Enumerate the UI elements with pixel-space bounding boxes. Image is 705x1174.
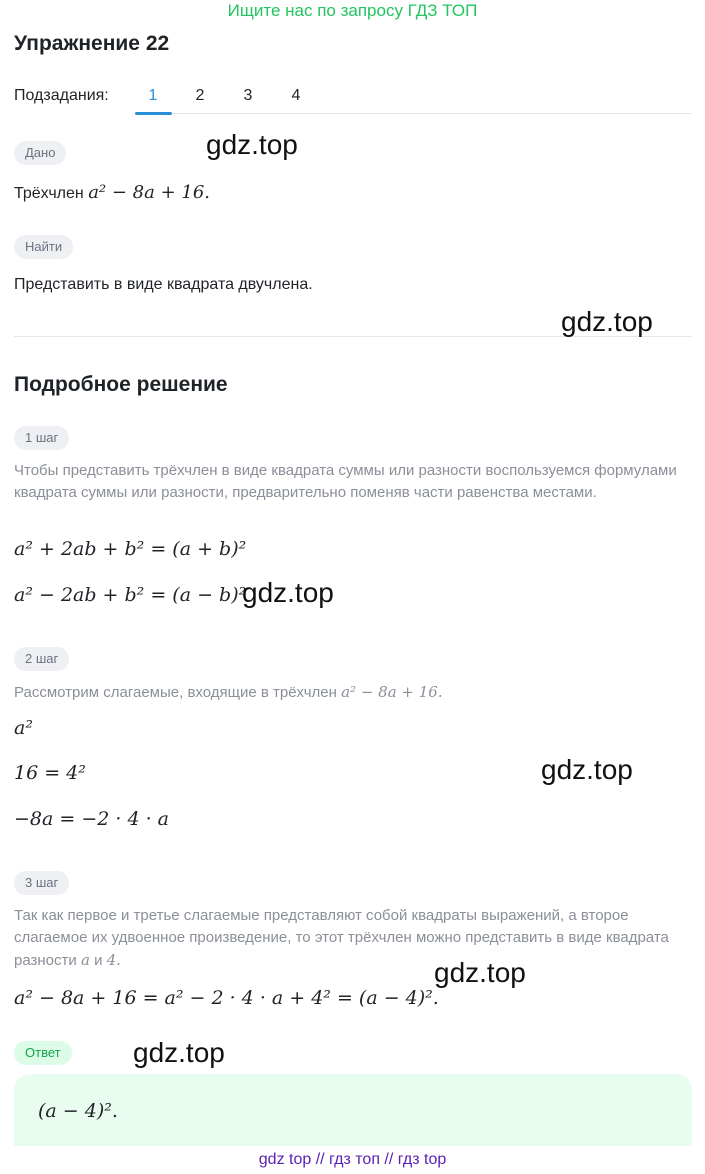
step-2-text	[14, 681, 694, 704]
step-3-var-a: a	[80, 951, 90, 969]
step-2-badge: 2 шаг	[14, 647, 69, 671]
step-3-text	[14, 905, 694, 972]
given-text: Трёхчлен	[14, 185, 84, 202]
step-1-text: Чтобы представить трёхчлен в виде квадрата суммы или разности воспользуемся формулами квадрата суммы или разности, предварительно поменяв части равенства местами.	[14, 462, 677, 501]
step-3-sentence: Так как первое и третье слагаемые представляют собой квадраты выражений, а второе слагаемое их удвоенное произведение, то этот трёхчлен можно представить в виде квадрата разности	[14, 907, 669, 969]
step-2-expression: a² − 8a + 16.	[341, 683, 443, 701]
watermark: gdz.top	[434, 957, 526, 988]
step-1-badge: 1 шаг	[14, 426, 69, 450]
tab-subtask-4[interactable]: 4	[291, 87, 301, 104]
formula-square-of-difference: a² − 2ab + b² = (a − b)²	[14, 584, 247, 606]
subtasks-label: Подзадания:	[14, 87, 109, 104]
step-3-badge: 3 шаг	[14, 871, 69, 895]
given-badge: Дано	[14, 141, 66, 165]
step-3-var-4: 4.	[106, 951, 121, 969]
term-a-squared: a²	[14, 717, 33, 739]
solution-title: Подробное решение	[14, 373, 228, 396]
watermark: gdz.top	[206, 129, 298, 160]
watermark: gdz.top	[541, 754, 633, 785]
formula-square-of-sum: a² + 2ab + b² = (a + b)²	[14, 538, 247, 560]
tabs-divider	[135, 113, 692, 114]
page-title: Упражнение 22	[14, 32, 170, 55]
footer: gdz top // гдз топ // гдз top	[258, 1151, 447, 1168]
find-text: Представить в виде квадрата двучлена.	[14, 276, 313, 293]
tab-subtask-1[interactable]: 1	[148, 87, 158, 104]
given-expression: a² − 8a + 16.	[88, 182, 210, 203]
given-statement	[14, 182, 210, 203]
step-3-conj: и	[94, 952, 103, 969]
tab-subtask-3[interactable]: 3	[243, 87, 253, 104]
watermark: gdz.top	[133, 1037, 225, 1068]
answer-expression: (a − 4)².	[38, 1100, 118, 1122]
final-transformation: a² − 8a + 16 = a² − 2 · 4 · a + 4² = (a − 4)².	[14, 987, 439, 1009]
tab-subtask-2[interactable]: 2	[195, 87, 205, 104]
term-minus-8a: −8a = −2 · 4 · a	[14, 808, 169, 830]
answer-badge: Ответ	[14, 1041, 72, 1065]
step-2-sentence: Рассмотрим слагаемые, входящие в трёхчлен	[14, 684, 337, 701]
active-tab-indicator	[135, 112, 172, 115]
term-16: 16 = 4²	[14, 762, 86, 784]
watermark: gdz.top	[561, 306, 653, 337]
top-banner: Ищите нас по запросу ГДЗ ТОП	[227, 1, 478, 20]
find-badge: Найти	[14, 235, 73, 259]
watermark: gdz.top	[242, 577, 334, 608]
